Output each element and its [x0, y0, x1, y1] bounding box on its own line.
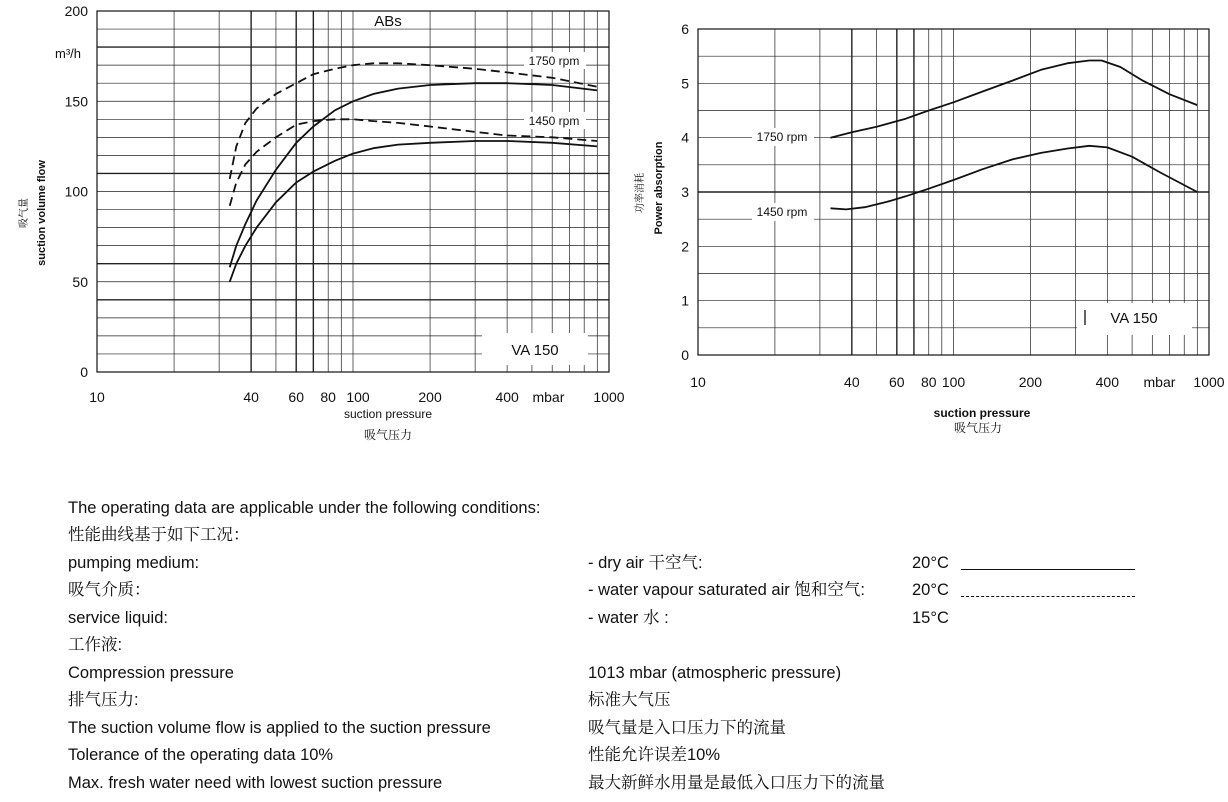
x-tick-label: 1000: [1193, 374, 1225, 390]
x-tick-label: 200: [1018, 374, 1043, 390]
x-axis-title-cn: 吸气压力: [953, 421, 1003, 435]
conditions-header-en: The operating data are applicable under the following conditions:: [68, 499, 541, 517]
volume-flow-note-en: The suction volume flow is applied to the suction pressure: [68, 719, 491, 737]
conditions-header-cn: 性能曲线基于如下工况：: [68, 526, 250, 544]
x-tick-label: mbar: [1143, 374, 1176, 390]
x-tick-label: 100: [346, 389, 370, 405]
y-axis-title: Power absorption: [653, 141, 665, 235]
y-axis-title: suction volume flow: [36, 160, 48, 266]
compression-pressure-cn: 排气压力:: [68, 691, 139, 709]
vapour-air-temp: 20°C: [912, 581, 949, 599]
compression-pressure-en: Compression pressure: [68, 664, 234, 682]
model-label: VA 150: [1110, 310, 1158, 327]
y-tick-label: 2: [681, 238, 689, 255]
x-tick-label: 400: [495, 389, 519, 405]
water-label: - water 水 :: [588, 609, 669, 627]
fresh-water-note-en: Max. fresh water need with lowest suction pressure: [68, 774, 443, 792]
y-tick-label: 50: [72, 273, 88, 290]
y-tick-label: 150: [64, 93, 88, 110]
y-axis-unit: m³/h: [55, 46, 81, 61]
y-tick-label: 3: [681, 184, 689, 200]
service-liquid-en: service liquid:: [68, 609, 168, 627]
series-label: 1450 rpm: [528, 114, 580, 128]
x-tick-label: 100: [941, 374, 966, 390]
x-axis-title: suction pressure: [343, 407, 433, 421]
pumping-medium-en: pumping medium:: [68, 554, 200, 572]
tolerance-note-cn: 性能允许误差10%: [588, 746, 721, 764]
compression-value-en: 1013 mbar (atmospheric pressure): [588, 664, 842, 682]
compression-value-cn: 标准大气压: [588, 691, 671, 709]
series-label: 1450 rpm: [756, 205, 808, 219]
service-liquid-cn: 工作液:: [68, 636, 123, 654]
y-tick-label: 200: [64, 3, 88, 19]
pumping-medium-cn: 吸气介质：: [68, 581, 151, 599]
series-label: 1750 rpm: [528, 54, 580, 68]
x-tick-label: 80: [320, 389, 336, 405]
x-tick-label: 60: [889, 374, 905, 390]
y-tick-label: 0: [80, 364, 88, 380]
tolerance-note-en: Tolerance of the operating data 10%: [68, 746, 334, 764]
vapour-air-label: - water vapour saturated air 饱和空气:: [588, 581, 865, 599]
dry-air-label: - dry air 干空气:: [588, 554, 703, 572]
x-tick-label: 10: [89, 389, 105, 405]
model-label: VA 150: [511, 342, 559, 359]
x-tick-label: 40: [844, 374, 860, 390]
water-temp: 15°C: [912, 609, 949, 627]
dry-air-temp: 20°C: [912, 554, 949, 572]
y-tick-label: 4: [681, 129, 689, 146]
x-tick-label: 60: [288, 389, 304, 405]
x-tick-label: 200: [418, 389, 442, 405]
x-tick-label: 1000: [593, 389, 625, 405]
y-tick-label: 6: [681, 21, 689, 37]
x-tick-label: 40: [243, 389, 259, 405]
y-tick-label: 100: [64, 183, 88, 200]
abs-annotation: ABs: [374, 13, 402, 30]
y-tick-label: 5: [681, 75, 689, 92]
dashed-line-legend-sample: [961, 596, 1135, 597]
x-axis-title-cn: 吸气压力: [363, 428, 413, 442]
fresh-water-note-cn: 最大新鲜水用量是最低入口压力下的流量: [588, 774, 885, 792]
series-label: 1750 rpm: [756, 130, 808, 144]
x-tick-label: 10: [690, 374, 706, 390]
x-axis-title: suction pressure: [933, 406, 1031, 420]
volume-flow-note-cn: 吸气量是入口压力下的流量: [588, 719, 786, 737]
x-tick-label: 400: [1095, 374, 1120, 390]
y-tick-label: 1: [681, 292, 689, 309]
x-tick-label: 80: [920, 374, 937, 390]
y-axis-title-cn: 功率消耗: [635, 173, 646, 213]
y-axis-title-cn: 吸气量: [19, 198, 30, 228]
solid-line-legend-sample: [961, 569, 1135, 570]
x-tick-label: mbar: [532, 389, 565, 405]
y-tick-label: 0: [681, 347, 689, 363]
